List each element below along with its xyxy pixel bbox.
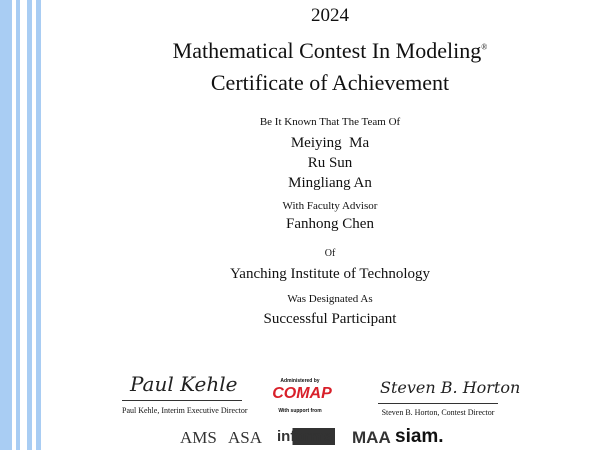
caption-right: Steven B. Horton, Contest Director: [381, 408, 495, 417]
of-label: Of: [324, 248, 336, 259]
certificate-subtitle: Certificate of Achievement: [210, 70, 450, 95]
intro-text: Be It Known That The Team Of: [259, 116, 401, 128]
sponsor-ams: AMS: [180, 428, 217, 447]
team-member: Meiying Ma: [290, 135, 370, 151]
border-stripe: [16, 0, 20, 450]
caption-left: Paul Kehle, Interim Executive Director: [122, 406, 248, 415]
team-member: Mingliang An: [288, 175, 372, 191]
border-stripe: [27, 0, 32, 450]
sponsor-informs: informs: [274, 428, 335, 445]
border-stripe: [36, 0, 41, 450]
signature-right: Steven B. Horton: [380, 378, 521, 397]
team-member: Ru Sun: [307, 155, 353, 171]
comap-administered: Administered by: [280, 378, 320, 384]
designated-label: Was Designated As: [287, 293, 373, 305]
border-stripe: [0, 0, 12, 450]
comap-logo: COMAP: [272, 385, 332, 402]
advisor-name: Fanhong Chen: [286, 216, 374, 232]
sponsor-maa: MAA: [352, 428, 391, 447]
sponsor-siam: siam.: [395, 426, 444, 447]
signature-line-left: [122, 400, 242, 401]
registered-mark: ®: [481, 42, 488, 52]
institution: Yanching Institute of Technology: [229, 266, 431, 282]
advisor-label: With Faculty Advisor: [282, 200, 378, 212]
year: 2024: [311, 5, 349, 26]
signature-line-right: [378, 403, 498, 404]
title-text: Mathematical Contest In Modeling: [172, 38, 482, 63]
signature-left: Paul Kehle: [130, 372, 238, 396]
contest-title: [60, 38, 600, 64]
sponsor-asa: ASA: [228, 428, 263, 447]
award-name: Successful Participant: [263, 311, 397, 327]
comap-support: With support from: [278, 408, 322, 414]
